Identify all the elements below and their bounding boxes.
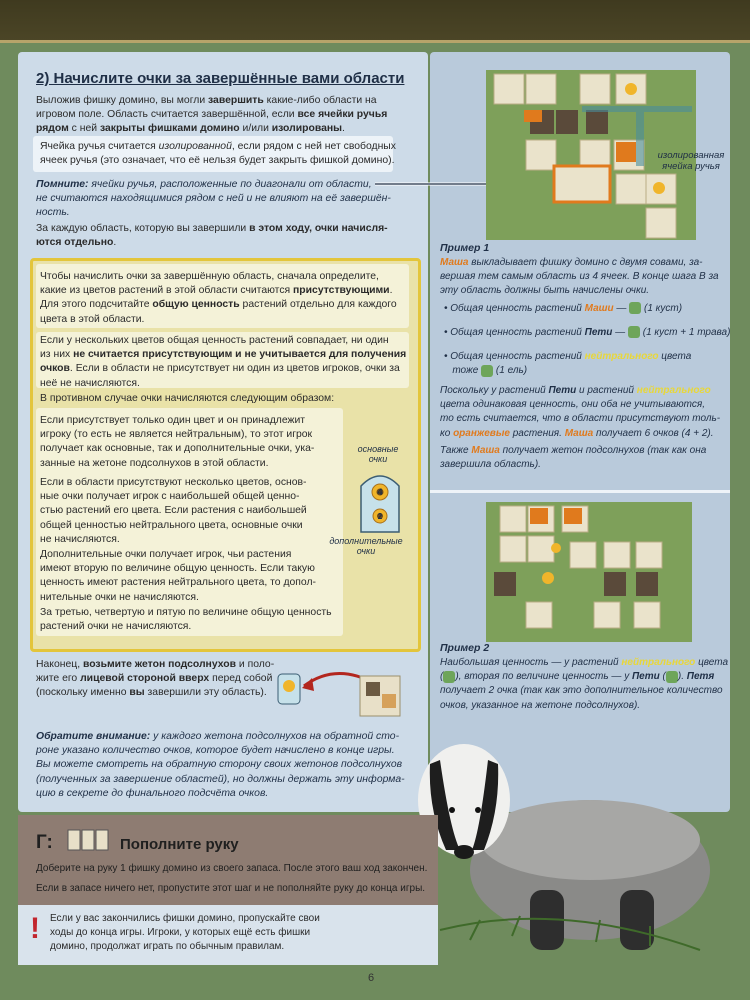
example2-desc: Наибольшая ценность — у растений нейтрального цвета ( ), вторая по величине ценность — у Пети ( ). Петя получает 2 очка (так как это дополнительное количество очков, указанное на жетоне подсолнухов).	[440, 657, 729, 711]
step-letter: Г:	[36, 832, 53, 853]
warning-icon: !	[30, 912, 40, 945]
hand-tiles-icon	[66, 828, 114, 854]
main-points-label: основные очки	[357, 444, 399, 464]
example1-conclusion: Поскольку у растений Пети и растений нейтрального цвета одинаковая ценность, они оба не учитываются, то есть считается, что в области присутствуют толь- ко оранжевые растения. Маша получает 6 очков (4 + 2).	[440, 385, 721, 439]
otherwise-text: В противном случае очки начисляются следующим образом:	[40, 393, 335, 404]
isolated-cell-label: изолированная ячейка ручья	[657, 150, 725, 172]
bush-icon	[629, 302, 641, 314]
token-main-value: 4	[377, 487, 383, 497]
badger-illustration	[400, 720, 730, 970]
extra-points-label: дополнительные очки	[329, 536, 403, 556]
each-area-text: За каждую область, которую вы завершили в этом ходу, очки начисля- ются отдельно.	[36, 223, 388, 249]
tie-rule: Если у нескольких цветов общая ценность растений совпадает, ни один из них не считается присутствующим и не учитывается для получения очков. Если в области не присутствует ни один из цветов игроков, очки за неё не начисляются.	[40, 335, 407, 389]
example1-bullet-neutral: • Общая ценность растений нейтрального цвета тоже (1 ель)	[444, 351, 692, 377]
example1-title: Пример 1	[440, 242, 490, 254]
page-number: 6	[368, 972, 375, 984]
no-points-rule: За третью, четвертую и пятую по величине общую ценность растений очки не начисляются.	[40, 607, 332, 633]
token-extra-value: 2	[377, 512, 383, 521]
warning-text: Если у вас закончились фишки домино, пропускайте свои ходы до конца игры. Игроки, у которых ещё есть фишки домино, продолжат играть по обычным правилам.	[50, 913, 320, 953]
intro-text: Выложив фишку домино, вы могли завершить какие-либо области на игровом поле. Область считается завершённой, если все ячейки ручья рядом с ней закрыты фишками домино и/или изолированы.	[36, 95, 388, 135]
example1-bullet-petya: • Общая ценность растений Пети — (1 куст + 1 трава)	[444, 327, 731, 338]
isolated-cell-definition: Ячейка ручья считается изолированной, если рядом с ней нет свободных ячеек ручья (это означает, что её нельзя будет закрыть фишкой домино).	[40, 141, 396, 167]
take-token-illustration	[276, 664, 406, 724]
refill-title: Пополните руку	[120, 836, 239, 853]
single-color-rule: Если присутствует только один цвет и он принадлежит игроку (то есть не является нейтральным), то этот игрок получает как основные, так и дополнительные очки, ука- занные на жетоне подсолнухов в этой области.	[40, 415, 315, 469]
attention-note: Обратите внимание: у каждого жетона подсолнухов на обратной сто- роне указано количество очков, которое будет начислено в конце игры. Вы можете смотреть на обратную сторону своих жетонов подсолнухов (полученных за завершение областей), но должны держать эту информа- цию в секрете до финального подсчёта очков.	[36, 731, 405, 799]
section-title: 2) Начислите очки за завершённые вами области	[36, 70, 405, 87]
remember-note: Помните: ячейки ручья, расположенные по диагонали от области, не считаются находящимися рядом с ней и не влияют на её завершён- ность.	[36, 179, 391, 219]
refill-text-1: Доберите на руку 1 фишку домино из своего запаса. После этого ваш ход закончен.	[36, 863, 428, 874]
example1-token: Также Маша получает жетон подсолнухов (так как она завершила область).	[440, 445, 707, 471]
example2-board	[486, 502, 692, 642]
sunflower-token-icon	[355, 470, 405, 534]
example1-bullet-masha: • Общая ценность растений Маши — (1 куст)	[444, 303, 683, 314]
example2-title: Пример 2	[440, 642, 490, 654]
example1-desc: Маша выкладывает фишку домино с двумя совами, за- вершая тем самым область из 4 ячеек. В конце шага В за эту область должны быть начислены очки.	[440, 257, 719, 297]
neutral-plant-icon	[443, 671, 455, 683]
bush-grass-icon	[628, 326, 640, 338]
petya-plant-icon	[666, 671, 678, 683]
scoring-intro: Чтобы начислить очки за завершённую область, сначала определите, какие из цветов растений в этой области считаются присутствующими. Для этого подсчитайте общую ценность растений отдельно для каждого цвета в этой области.	[40, 271, 397, 325]
refill-text-2: Если в запасе ничего нет, пропустите этот шаг и не пополняйте руку до конца игры.	[36, 883, 426, 894]
multi-color-rule: Если в области присутствуют несколько цветов, основ- ные очки получает игрок с наибольшей общей ценно- стью растений его цвета. Если растения с наибольшей общей ценностью нейтрального цвета, основные очки не начисляются.	[40, 477, 307, 545]
spruce-icon	[481, 365, 493, 377]
extra-points-rule: Дополнительные очки получает игрок, чьи растения имеют вторую по величине общую ценность. Если такую ценность имеют растения нейтрального цвета, то допол- нительные очки не начисляются.	[40, 549, 316, 603]
take-token-text: Наконец, возьмите жетон подсолнухов и поло- жите его лицевой стороной вверх перед собой (поскольку именно вы завершили эту область).	[36, 659, 275, 699]
